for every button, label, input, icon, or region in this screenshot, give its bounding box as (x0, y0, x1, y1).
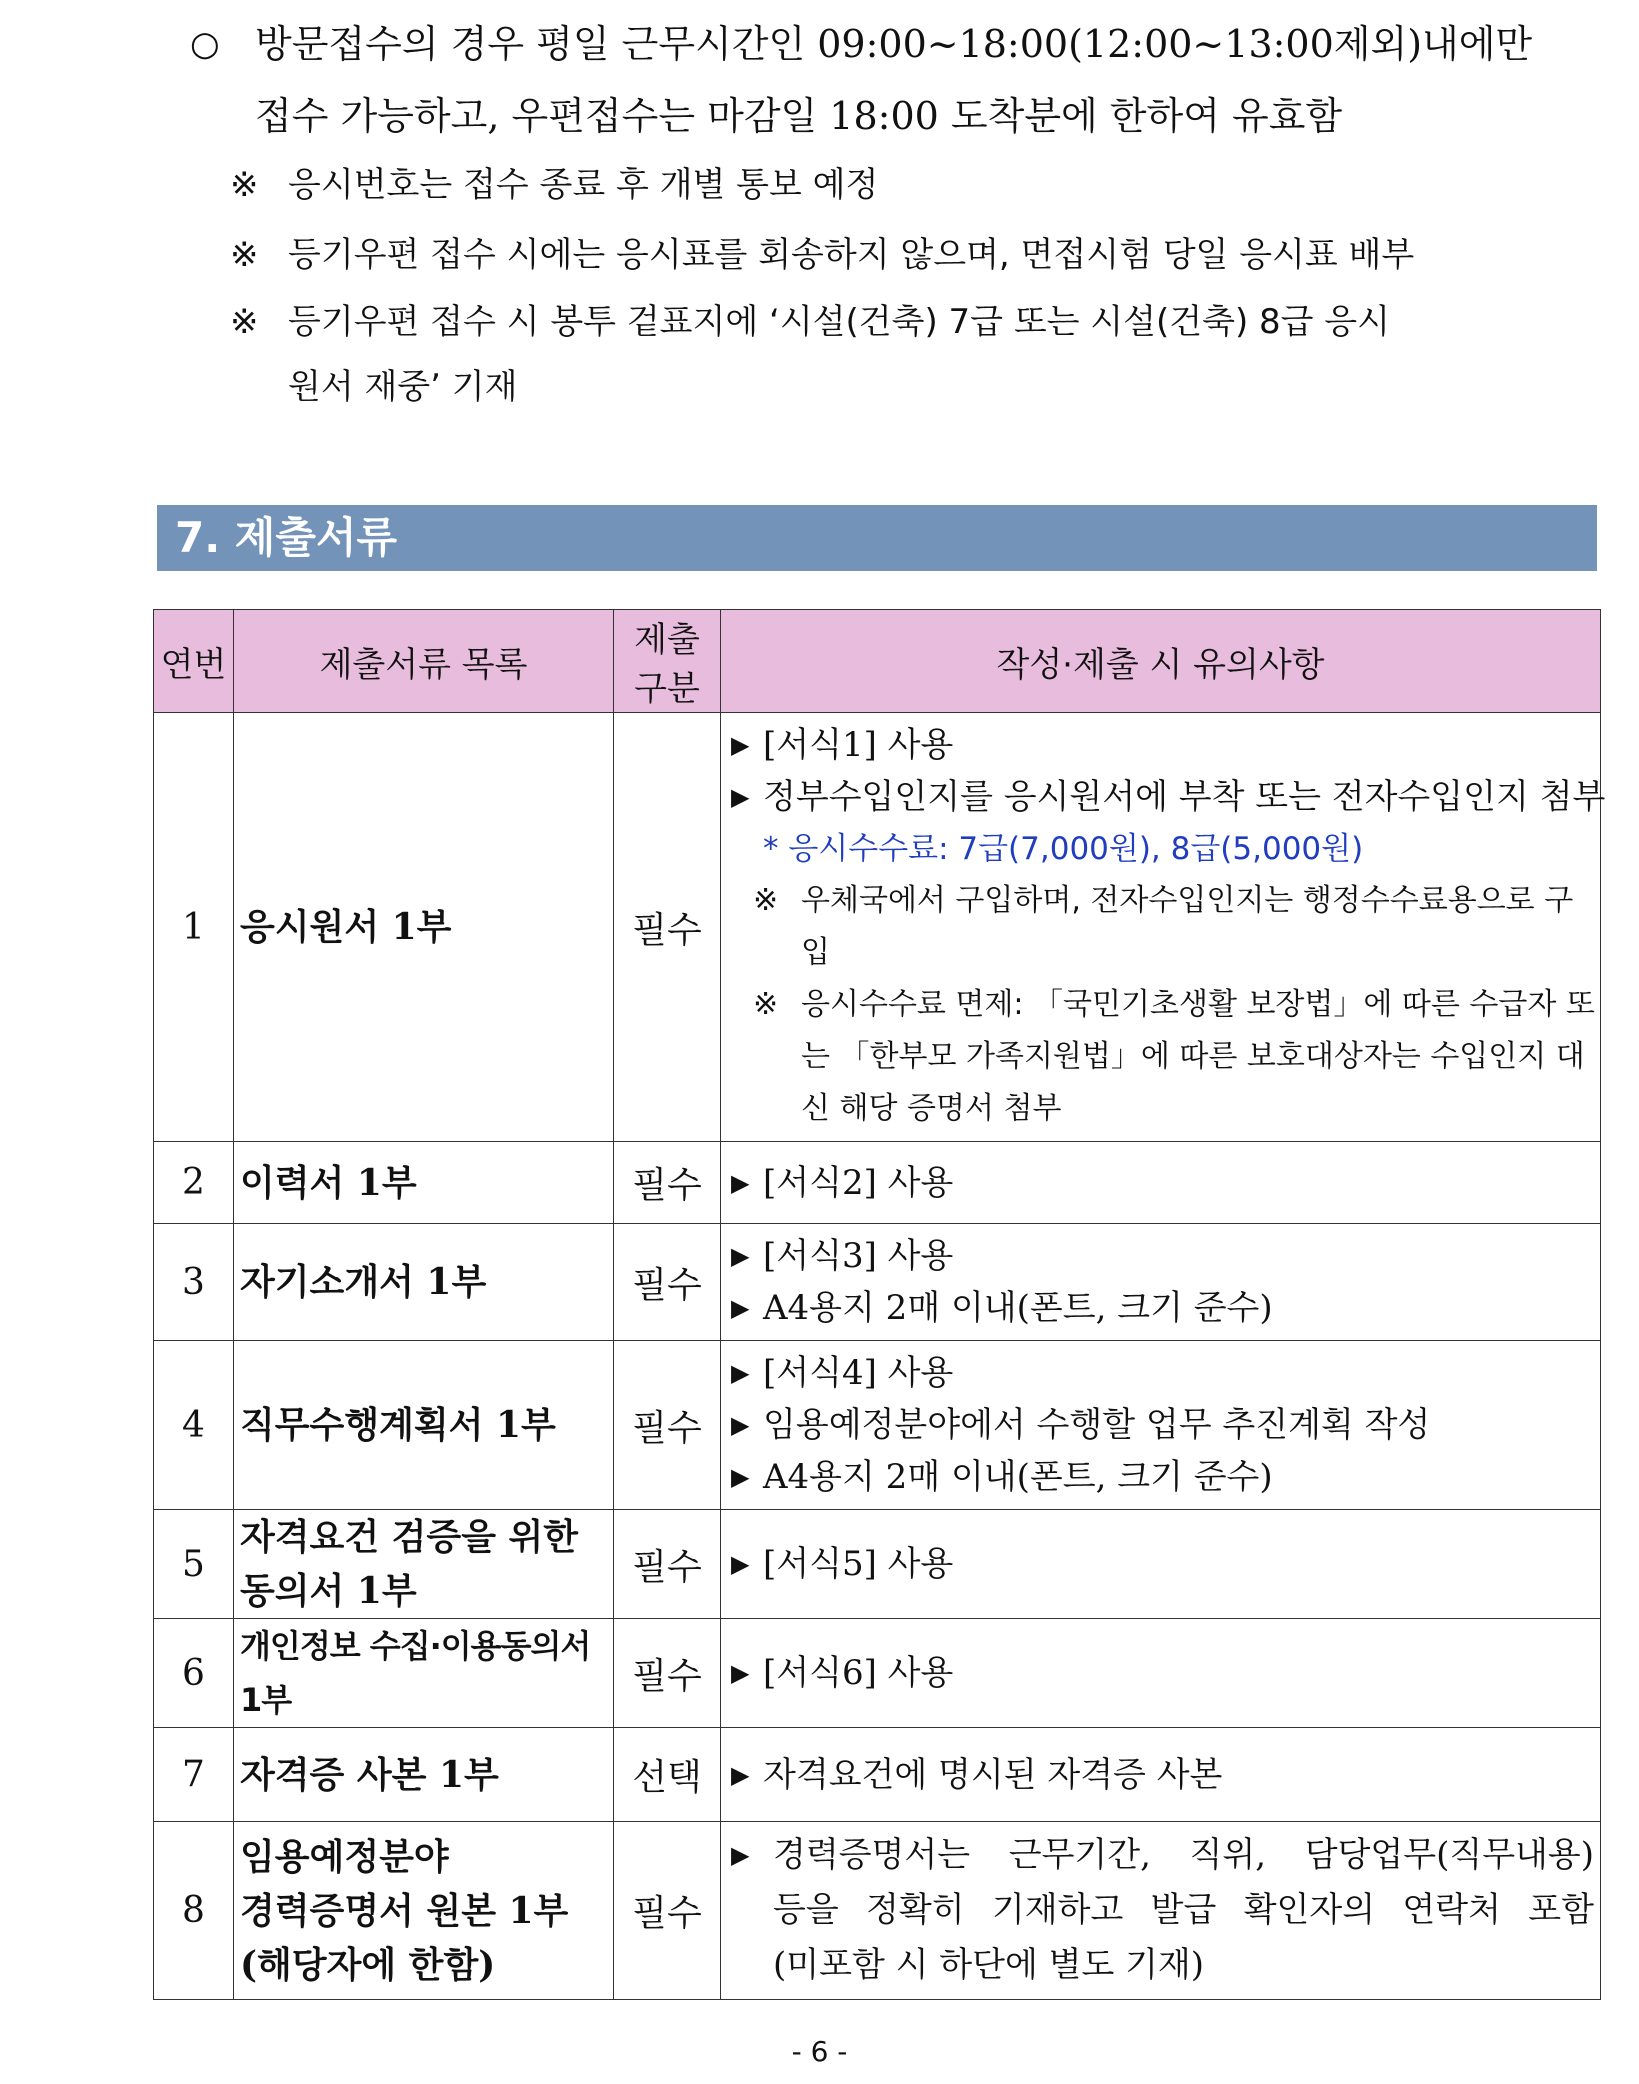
list-item (725, 1347, 1596, 1399)
submission-type: 필수 (614, 1822, 721, 2000)
header-type (614, 610, 721, 713)
row-notes (721, 1224, 1601, 1341)
submission-type: 필수 (614, 1224, 721, 1341)
document-name: 이력서 1부 (234, 1142, 614, 1224)
submission-type: 필수 (614, 1341, 721, 1510)
list-item-text: 자격요건에 명시된 자격증 사본 (763, 1754, 1223, 1795)
row-notes (721, 1728, 1601, 1822)
submission-type: 필수 (614, 1619, 721, 1728)
table-row (154, 1341, 1601, 1510)
page-number: - 6 - (791, 2035, 848, 2068)
submission-type: 필수 (614, 1510, 721, 1619)
sub-note-text: 응시수수료 면제: 「국민기초생활 보장법」에 따른 수급자 또는 「한부모 가족지원법」에 따른 보호대상자는 수입인지 대신 해당 증명서 첨부 (801, 987, 1595, 1126)
list-item-text: A4용지 2매 이내(폰트, 크기 준수) (763, 1288, 1273, 1328)
table-row (154, 1224, 1601, 1341)
list-item (725, 1399, 1596, 1451)
list-item (725, 719, 1596, 771)
sub-note (725, 875, 1596, 979)
row-number: 2 (154, 1142, 234, 1224)
circle-bullet-icon: ○ (190, 24, 220, 64)
list-item-text: 경력증명서는 근무기간, 직위, 담당업무(직무내용) (773, 1835, 1594, 1875)
list-item-text: [서식4] 사용 (763, 1353, 954, 1393)
table-row (154, 1822, 1601, 2000)
note-item (230, 150, 1610, 220)
row-number: 8 (154, 1822, 234, 2000)
row-notes (721, 713, 1606, 1142)
document-name (234, 1510, 614, 1619)
triangle-bullet-icon: ▶ (731, 1411, 750, 1439)
documents-table (153, 609, 1606, 2000)
list-item-text: 임용예정분야에서 수행할 업무 추진계획 작성 (763, 1405, 1431, 1445)
document-name-line: 자격요건 검증을 위한 (240, 1516, 579, 1558)
list-item (725, 1230, 1596, 1282)
triangle-bullet-icon: ▶ (731, 1550, 750, 1578)
list-item (725, 1828, 1596, 1993)
row-number: 1 (154, 713, 234, 1142)
document-name: 응시원서 1부 (234, 713, 614, 1142)
list-item-text: [서식1] 사용 (763, 725, 954, 765)
list-item-text: [서식2] 사용 (763, 1162, 954, 1203)
header-type-line: 구분 (634, 669, 700, 709)
document-name-line: 개인정보 수집·이용동의서 (240, 1627, 591, 1665)
note-text: 등기우편 접수 시 봉투 겉표지에 ‘시설(건축) 7급 또는 시설(건축) 8급 응시 (288, 302, 1390, 342)
notes-list (230, 150, 1610, 420)
triangle-bullet-icon: ▶ (731, 1760, 750, 1789)
reference-mark-icon: ※ (753, 883, 779, 918)
triangle-bullet-icon: ▶ (731, 1242, 750, 1270)
table-row (154, 713, 1601, 1142)
row-notes (721, 1341, 1601, 1510)
document-name: 자기소개서 1부 (234, 1224, 614, 1341)
note-text: 원서 재중’ 기재 (288, 367, 518, 407)
triangle-bullet-icon: ▶ (731, 1168, 750, 1197)
triangle-bullet-icon: ▶ (731, 1359, 750, 1387)
submission-type: 필수 (614, 1142, 721, 1224)
triangle-bullet-icon: ▶ (731, 1659, 750, 1687)
row-number: 4 (154, 1341, 234, 1510)
document-name (234, 1822, 614, 2000)
row-number: 5 (154, 1510, 234, 1619)
triangle-bullet-icon: ▶ (731, 1841, 750, 1869)
header-name: 제출서류 목록 (234, 610, 614, 713)
reference-mark-icon: ※ (753, 987, 779, 1022)
section-title: 7. 제출서류 (157, 505, 1597, 571)
list-item-text: 정부수입인지를 응시원서에 부착 또는 전자수입인지 첨부 (763, 777, 1606, 817)
note-item (230, 220, 1610, 290)
row-number: 3 (154, 1224, 234, 1341)
intro-paragraph (190, 8, 1590, 152)
intro-line-1: 방문접수의 경우 평일 근무시간인 09:00~18:00(12:00~13:00제외)내에만 (255, 22, 1533, 66)
list-item-text: 등을 정확히 기재하고 발급 확인자의 연락처 포함 (773, 1890, 1594, 1930)
sub-note (725, 979, 1596, 1135)
submission-type: 필수 (614, 713, 721, 1142)
reference-mark-icon: ※ (230, 235, 259, 275)
triangle-bullet-icon: ▶ (731, 731, 750, 759)
list-item (725, 1157, 1596, 1209)
row-number: 6 (154, 1619, 234, 1728)
document-name-line: 경력증명서 원본 1부 (240, 1889, 569, 1932)
table-row (154, 1142, 1601, 1224)
table-row (154, 1510, 1601, 1619)
list-item (725, 1538, 1596, 1590)
row-number: 7 (154, 1728, 234, 1822)
list-item-text: [서식5] 사용 (763, 1544, 954, 1584)
table-header-row (154, 610, 1601, 713)
triangle-bullet-icon: ▶ (731, 1463, 750, 1491)
document-name-line: 임용예정분야 (240, 1835, 449, 1878)
list-item-text: A4용지 2매 이내(폰트, 크기 준수) (763, 1457, 1273, 1497)
intro-line-2: 접수 가능하고, 우편접수는 마감일 18:00 도착분에 한하여 유효함 (255, 94, 1343, 138)
list-item-text: [서식3] 사용 (763, 1236, 954, 1276)
document-name-line: 동의서 1부 (240, 1570, 417, 1612)
list-item-text: (미포함 시 하단에 별도 기재) (773, 1945, 1205, 1985)
document-name-line: (해당자에 한함) (240, 1943, 496, 1986)
row-notes (721, 1619, 1601, 1728)
document-name: 직무수행계획서 1부 (234, 1341, 614, 1510)
submission-type: 선택 (614, 1728, 721, 1822)
list-item (725, 1282, 1596, 1334)
header-no: 연번 (154, 610, 234, 713)
list-item (725, 1749, 1596, 1801)
triangle-bullet-icon: ▶ (731, 783, 750, 811)
row-notes (721, 1142, 1601, 1224)
header-notes: 작성·제출 시 유의사항 (721, 610, 1601, 713)
document-name: 자격증 사본 1부 (234, 1728, 614, 1822)
note-item (230, 290, 1610, 420)
reference-mark-icon: ※ (230, 302, 259, 342)
note-text: 등기우편 접수 시에는 응시표를 회송하지 않으며, 면접시험 당일 응시표 배부 (288, 235, 1415, 275)
document-name-line: 1부 (240, 1681, 292, 1719)
table-row (154, 1619, 1601, 1728)
list-item (725, 771, 1606, 823)
sub-note-text: 우체국에서 구입하며, 전자수입인지는 행정수수료용으로 구입 (801, 883, 1574, 970)
document-name (234, 1619, 614, 1728)
list-item (725, 1451, 1596, 1503)
list-item (725, 1647, 1596, 1699)
header-type-line: 제출 (634, 620, 700, 660)
row-notes (721, 1822, 1601, 2000)
triangle-bullet-icon: ▶ (731, 1294, 750, 1322)
row-notes (721, 1510, 1601, 1619)
fee-note: * 응시수수료: 7급(7,000원), 8급(5,000원) (763, 831, 1364, 867)
note-text: 응시번호는 접수 종료 후 개별 통보 예정 (288, 165, 879, 205)
list-item-text: [서식6] 사용 (763, 1653, 954, 1693)
table-row (154, 1728, 1601, 1822)
reference-mark-icon: ※ (230, 165, 259, 205)
